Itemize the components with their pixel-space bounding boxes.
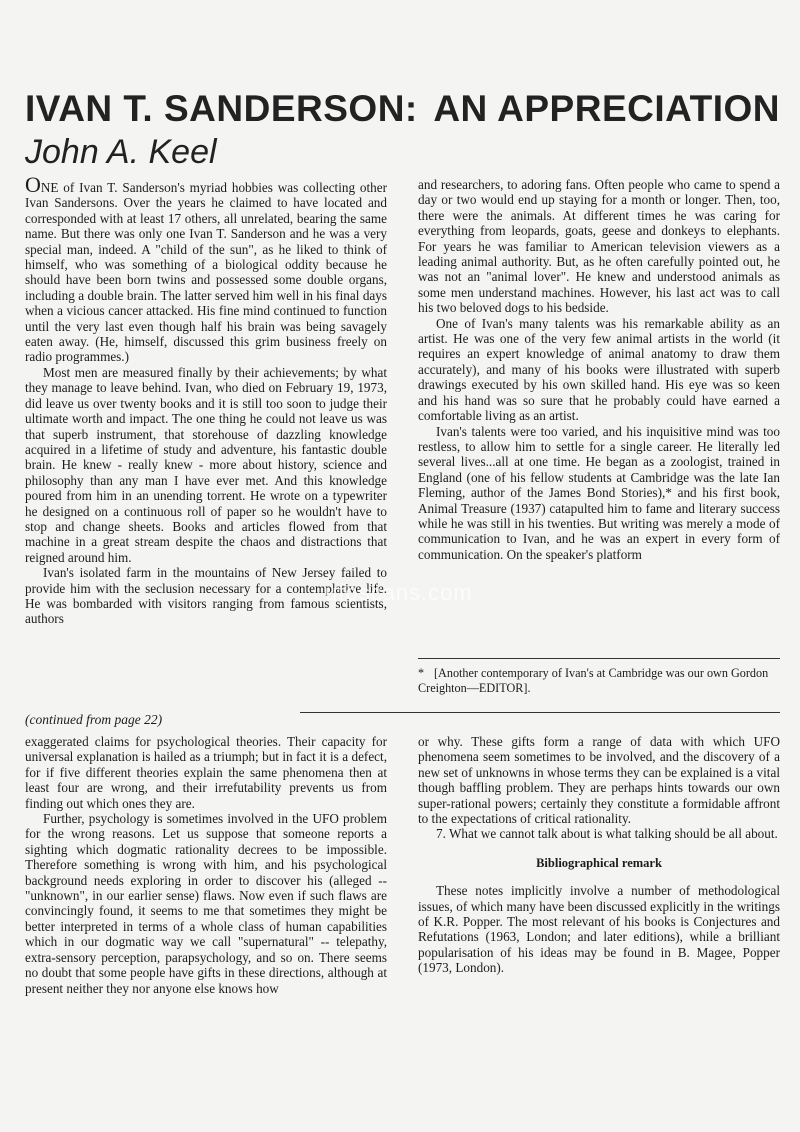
continuation-paragraph: or why. These gifts form a range of data with which UFO phenomena seem sometimes to be involved, and the discovery of a new set of unknowns in whose terms they can be explained is a vital though baffling problem. They are perhaps hints towards our own super-rational powers; certainly they constitute a formidable affront to the expectations of critical rationality. [418,734,780,827]
article-paragraph: One of Ivan's many talents was his remarkable ability as an artist. He was one of the very few animal artists in the world (it requires an expert knowledge of animal anatomy to draw them accurately), and many of his books were illustrated with superb drawings executed by his own skilled hand. His eye was so keen and his hand was so sure that he probably could have earned a comfortable living as an artist. [418,315,780,424]
article-paragraph: Most men are measured finally by their achievements; by what they manage to leave behind. Ivan, who died on February 19, 1973, did leave us over twenty books and it is still too soon to judge their ultimate worth and impact. The one thing he could not leave us was that superb instrument, that storehouse of dazzling knowledge acquired in a lifetime of study and adventure, his fantastic double brain. He knew - really knew - more about history, science and philosophy than any man I have ever met. And this knowledge poured from him in an unending torrent. He wrote on a typewriter he designed on a continuous roll of paper so he wouldn't have to stop and change sheets. Books and articles flowed from that machine in a great stream despite the chaos and distractions that reigned around him. [25,364,387,565]
footnote-rule [418,658,780,659]
article-column-right [418,177,780,562]
author-name: John A. Keel [25,133,217,171]
bibliography-paragraph: These notes implicitly involve a number of methodological issues, of which many have been discussed explicitly in the writings of K.R. Popper. The most relevant of his books is Conjectures and Refutations (1963, London; and later editions), while a brilliant popularisation of his ideas may be found in B. Magee, Popper (1973, London). [418,883,780,976]
continuation-paragraph: exaggerated claims for psychological theories. Their capacity for universal explanation is hailed as a triumph; but in fact it is a defect, for if five different theories explain the same phenomena then at least four are wrong, and their irrefutability prevents us from finding out which ones they are. [25,734,387,811]
footnote-text: [Another contemporary of Ivan's at Cambridge was our own Gordon Creighton—EDITOR]. [418,666,769,695]
continuation-column-right [418,734,780,976]
title-left: IVAN T. SANDERSON: [25,88,418,129]
article-column-left [25,172,387,627]
continued-label: (continued from page 22) [25,712,163,727]
article-paragraph: Ivan's isolated farm in the mountains of New Jersey failed to provide him with the seclusion necessary for a contemplative life. He was bombarded with visitors ranging from famous scientists, authors [25,565,387,627]
article-paragraph: Ivan's talents were too varied, and his inquisitive mind was too restless, to allow him to settle for a single career. He literally led several lives...all at one time. He began as a zoologist, trained in England (one of his fellow students at Cambridge was the late Ian Fleming, author of the James Bond Stories),* and his first book, Animal Treasure (1937) catapulted him to fame and literary success while he was still in his twenties. But writing was merely a mode of communication to Ivan, and he was an expert in every form of communication. On the speaker's platform [418,423,780,562]
watermark: ufoscans.com [325,580,473,605]
continuation-column-left [25,734,387,996]
bibliography-heading: Bibliographical remark [536,855,662,870]
article-paragraph: ONE of Ivan T. Sanderson's myriad hobbies was collecting other Ivan Sandersons. Over the years he claimed to have located and corresponded with at least 17 others, all unrelated, bearing the same name. But there was only one Ivan T. Sanderson and he was a very special man, indeed. A "child of the sun", as he liked to think of himself, who was something of a biological oddity because he should have been born twins and possessed some double organs, including a double brain. The latter served him well in his final days when a vicious cancer attacked. His fine mind continued to function until the very last even though half his brain was being savagely eaten away. (He, himself, discussed this grim business freely on radio programmes.) [25,172,387,365]
continuation-paragraph: Further, psychology is sometimes involved in the UFO problem for the wrong reasons. Let us suppose that someone reports a sighting which dogmatic rationality decrees to be impossible. Therefore something is wrong with him, and his psychological background needs exploring in order to discover his (alleged -- "unknown", in our earlier sense) flaws. Now even if such flaws are convincingly found, it seems to me that sometimes they might be better interpreted in terms of a whole class of human capabilities which in our dogmatic way we call "supernatural" -- telepathy, extra-sensory perception, parapsychology, and so on. There seems no doubt that some people have gifts in these directions, although at present neither they nor anyone else knows how [25,811,387,996]
continuation-paragraph: 7. What we cannot talk about is what talking should be all about. [436,826,778,842]
drop-cap: O [25,172,41,197]
title-right: AN APPRECIATION [433,88,780,129]
article-paragraph: and researchers, to adoring fans. Often people who came to spend a day or two would end up staying for a month or longer. Then, too, there were the animals. At different times he was caring for everything from leopards, goats, geese and donkeys to elephants. For years he was familiar to American television viewers as a leading animal authority. But, as he often carefully pointed out, he was not an "animal lover". He knew and understood animals as some men understand machines. However, his last act was to call his two beloved dogs to his bedside. [418,177,780,316]
footnote-marker: * [418,666,425,680]
footnote [418,666,780,695]
section-separator [300,712,780,713]
